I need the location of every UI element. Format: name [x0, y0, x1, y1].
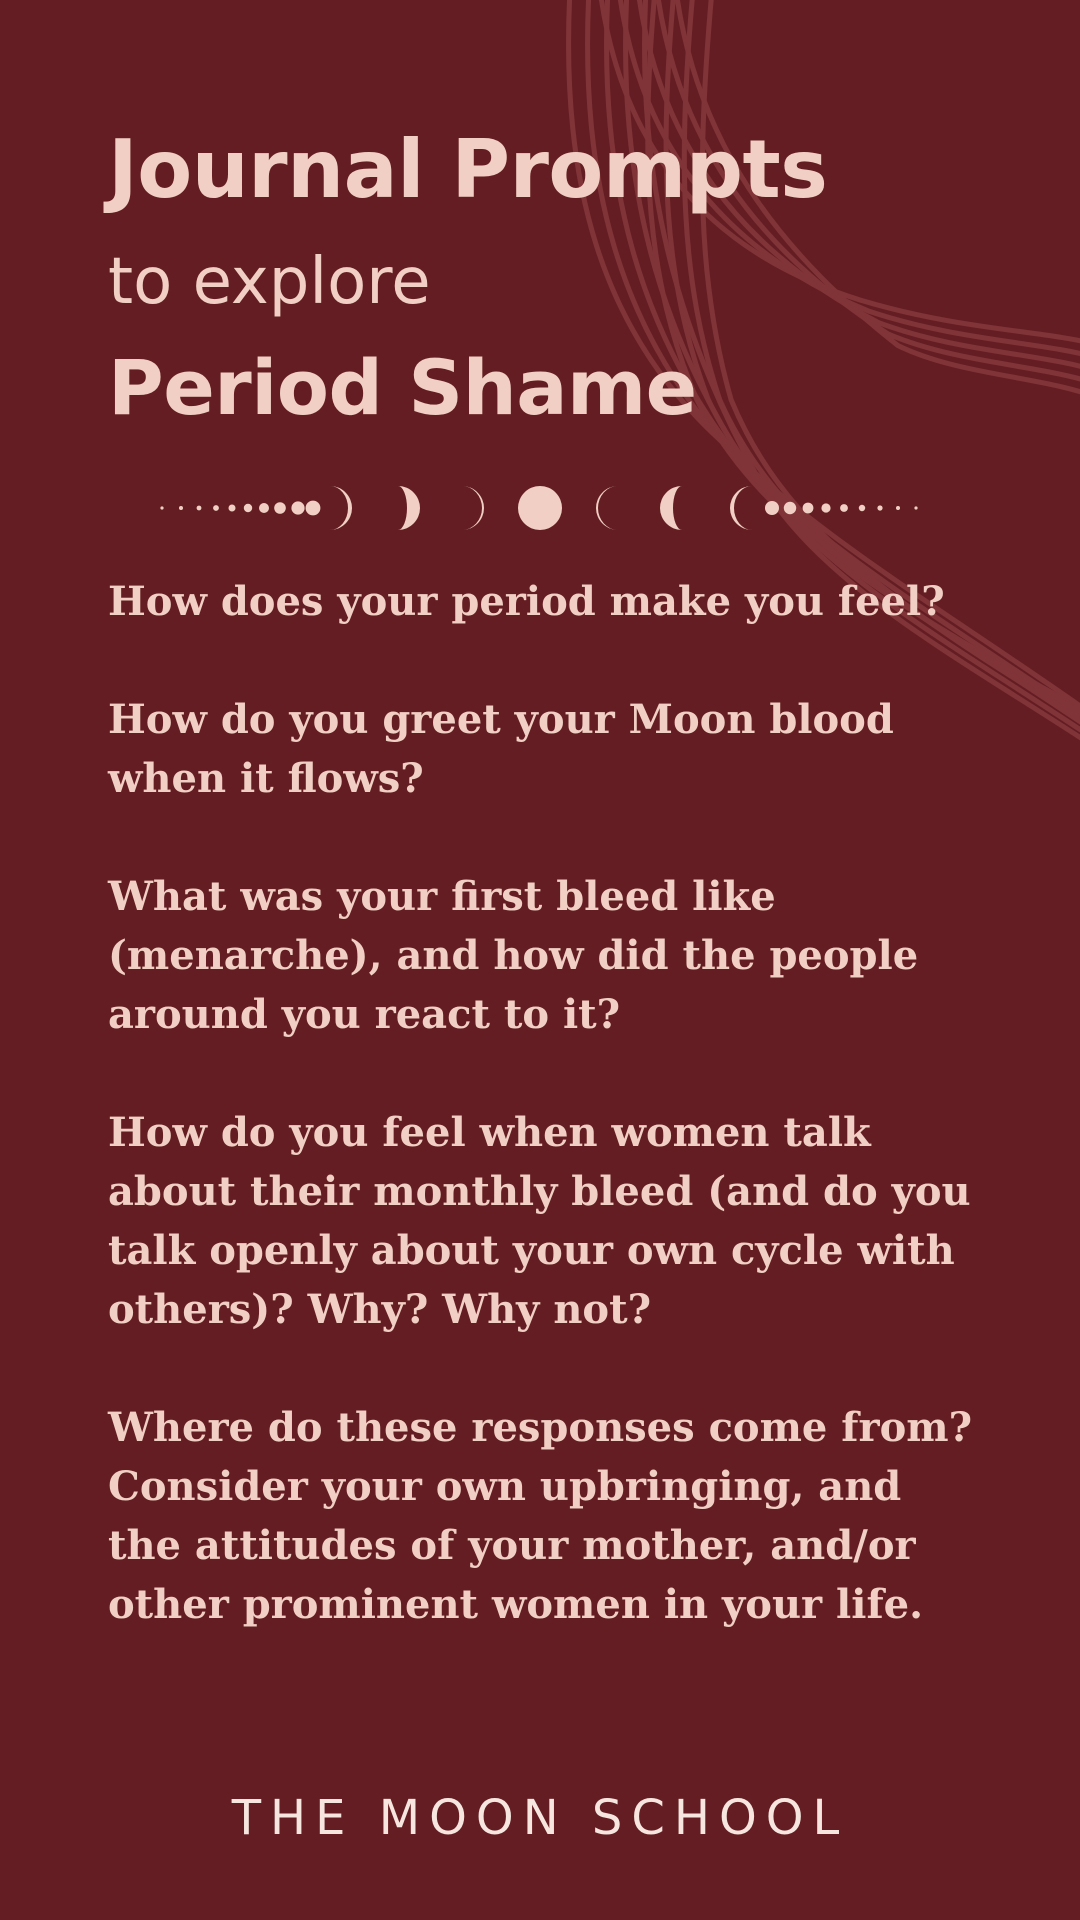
prompt-item: How do you feel when women talk about their monthly bleed (and do you talk openly about your own cycle with others)? Why? Why not? — [108, 1109, 971, 1333]
prompt-list — [108, 572, 988, 1693]
page-topic: Period Shame — [108, 343, 697, 432]
prompt-item: What was your first bleed like (menarche), and how did the people around you react to it? — [108, 873, 919, 1038]
page-subtitle: to explore — [108, 245, 431, 319]
prompt-item: Where do these responses come from? Consider your own upbringing, and the attitudes of your mother, and/or other prominent women in your life. — [108, 1404, 973, 1628]
brand-name: THE MOON SCHOOL — [231, 1790, 849, 1846]
prompt-item: How does your period make you feel? — [108, 578, 945, 625]
prompt-item: How do you greet your Moon blood when it flows? — [108, 696, 894, 802]
page-title: Journal Prompts — [108, 123, 828, 216]
